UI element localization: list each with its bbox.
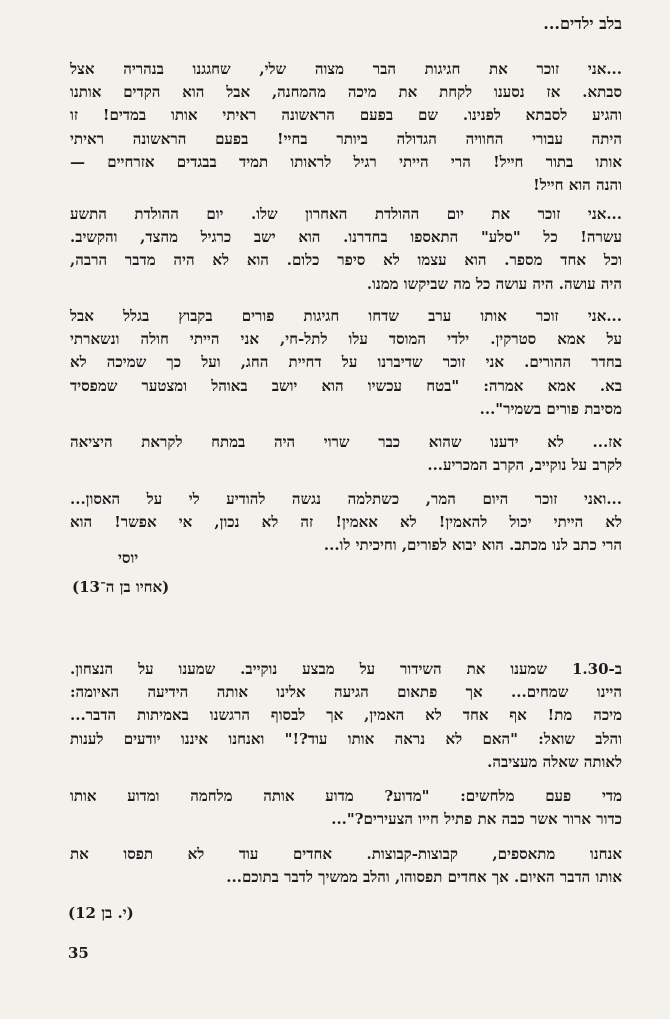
text-line: והנה הוא חייל!	[533, 176, 622, 195]
paragraph	[70, 785, 622, 831]
text-line: עשרה! כל "סלע" התאספו בחדרנו. הוא ישב כרגיל מהצד, והקשיב.	[70, 228, 622, 247]
second-signature-caption: (י. בן 12)	[68, 904, 134, 922]
text-line: היינו שמחים... אך פתאום הגיעה אלינו אותה הידיעה האיומה:	[70, 683, 622, 702]
text-line: ...ואני זוכר היום המר, כשתלמה נגשה להודיע לי על האסון...	[70, 490, 622, 508]
paragraph	[70, 431, 622, 477]
text-line: על אמא סטרקין. ילדי המוסד עלו לתל-חי, אני הייתי חולה ונשארתי	[70, 330, 622, 349]
paragraph	[70, 658, 622, 774]
text-line: כדור ארור אשר כבה את פתיל חייו הצעירים?"...	[331, 810, 622, 829]
text-line: בחדר ההורים. אני זוכר שדיברנו על דחיית החג, ועל כך שמיכה לא	[70, 353, 622, 372]
paragraph	[70, 488, 622, 558]
text-line: אותו הדבר האיום. אך אחדים תפסוהו, והלב ממשיך לדבר בתוכם...	[226, 868, 622, 887]
text-line: והגיע לסבתא לפנינו. שם בפעם הראשונה ראיתי אותו במדים! זו	[70, 106, 622, 125]
paragraph	[70, 305, 622, 421]
text-line: לאותה שאלה מעציבה.	[487, 752, 622, 771]
page-number: 35	[68, 944, 89, 962]
text-line: מסיבת פורים בשמיר"...	[479, 399, 622, 418]
signature-caption: (אחיו בן ה־13)	[72, 578, 170, 596]
text-line: מיכה מת! אף אחד לא האמין, אך לבסוף הרגשנו באמיתות הדבר...	[70, 706, 622, 725]
text-line: אנחנו מתאספים, קבוצות-קבוצות. אחדים עוד לא תפסו את	[70, 845, 622, 863]
paragraph	[70, 58, 622, 197]
text-line: בא. אמא אמרה: "בטח עכשיו הוא יושב באוהל ומצטער שמפסיד	[70, 376, 622, 395]
text-line: הרי כתב לנו מכתב. הוא יבוא לפורים, וחיכיתי לו...	[323, 536, 622, 555]
text-line: מדי פעם מלחשים: "מדוע? מדוע אותה מלחמה ומדוע אותו	[70, 787, 622, 805]
text-line: אותו בתור חייל! הרי הייתי רגיל לראותו תמיד בבגדים אזרחיים —	[70, 152, 622, 171]
running-header: בלב ילדים...	[543, 14, 622, 33]
text-line: לא הייתי יכול להאמין! לא אאמין! זה לא נכון, אי אפשר! הוא	[70, 513, 622, 532]
paragraph	[70, 203, 622, 296]
text-line: היה עושה. היה עושה כל מה שביקשו ממנו.	[366, 274, 622, 293]
paragraph	[70, 843, 622, 889]
text-line: ...אני זוכר את חגיגות הבר מצוה שלי, שחגגנו בנהריה אצל	[70, 60, 622, 78]
text-line: סבתא. אז נסענו לקחת את מיכה מהמחנה, אבל הוא הקדים אותנו	[70, 83, 622, 102]
signature-name: יוסי	[118, 549, 139, 567]
text-line: ...אני זוכר אותו ערב שדחו חגיגות פורים בקבוץ בגלל אבל	[70, 307, 622, 325]
text-line: לקרב על נוקייב, הקרב המכריע...	[427, 456, 622, 475]
text-line: ב-1.30 שמענו את השידור על מבצע נוקייב. שמענו על הנצחון.	[70, 660, 622, 678]
text-line: וכל אחד מספר. הוא עצמו לא סיפר כלום. הוא לא היה מדבר הרבה,	[70, 251, 622, 270]
text-line: והלב שואל: "האם לא נראה אותו עוד?!" ואנחנו איננו יודעים לענות	[70, 729, 622, 748]
text-line: אז... לא ידענו שהוא כבר שרוי היה במתח לקראת היציאה	[70, 433, 622, 451]
text-line: היתה עבורי החוויה הגדולה ביותר בחיי! בפעם הראשונה ראיתי	[70, 129, 622, 148]
text-line: ...אני זוכר את יום ההולדת האחרון שלו. יום ההולדת התשע	[70, 205, 622, 223]
